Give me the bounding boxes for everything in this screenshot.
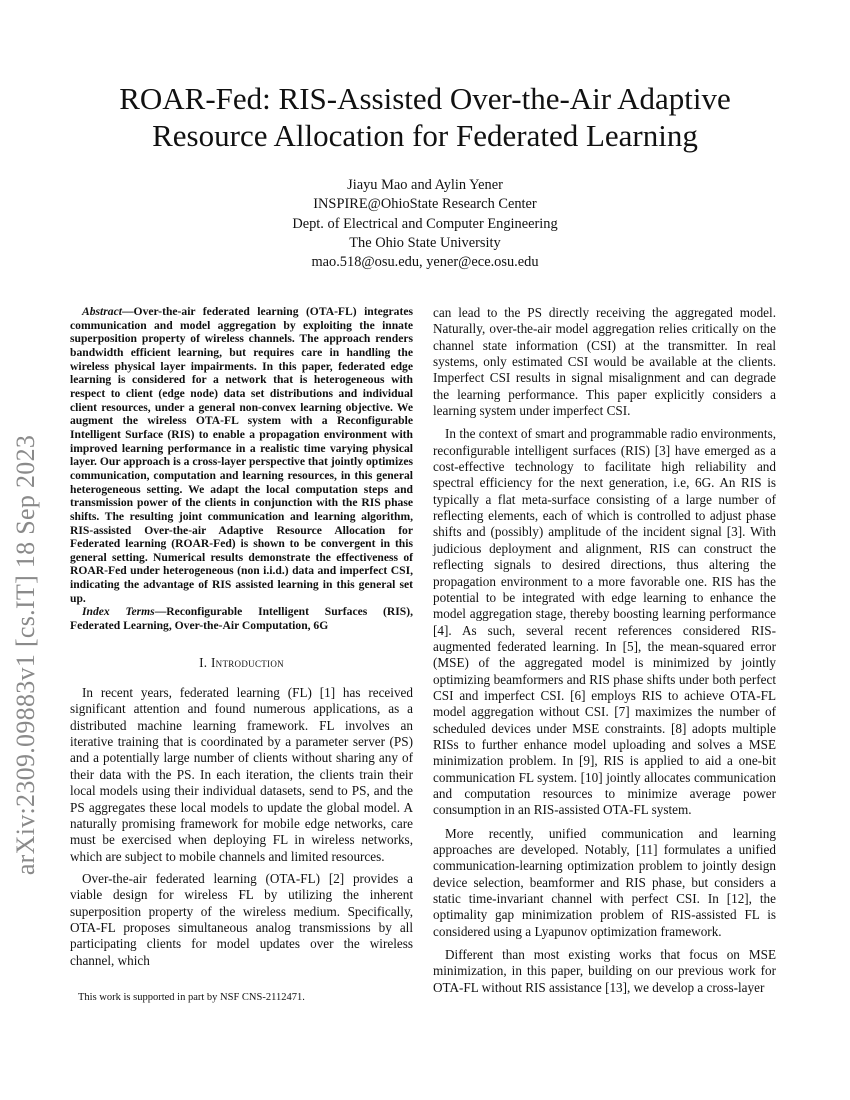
- title-line-1: ROAR-Fed: RIS-Assisted Over-the-Air Adaptive: [119, 81, 731, 116]
- author-block: [100, 176, 750, 272]
- body-paragraph: Different than most existing works that focus on MSE minimization, in this paper, building on our previous work for OTA-FL without RIS assistance [13], we develop a cross-layer: [433, 947, 776, 995]
- author-emails: mao.518@osu.edu, yener@ece.osu.edu: [311, 254, 539, 271]
- right-column: [433, 305, 776, 1003]
- body-paragraph: In the context of smart and programmable radio environments, reconfigurable intelligent surfaces (RIS) [3] have emerged as a cost-effective technology to facilitate high reliability and spectral efficiency for the next generation, i.e, 6G. An RIS is typically a flat meta-surface consisting of a large number of reflecting elements, each of which is controlled to adjust phase shifts and (possibly) amplitude of the incident signal [3]. With judicious deployment and alignment, RIS can construct the reflecting signals to desired directions, thus altering the propagation environment to a more favorable one. RIS has the potential to be integrated with edge learning to enhance the model aggregation stage, thereby boosting learning performance [4]. As such, several recent references considered RIS-augmented federated learning. In [5], the mean-squared error (MSE) of the aggregated model is minimized by jointly optimizing beamformers and RIS phase shifts under both perfect CSI and imperfect CSI. [6] employs RIS to achieve OTA-FL model aggregation without CSI. [7] maximizes the number of scheduled devices under MSE constraints. [8] adopts multiple RISs to further enhance model uploading and solves a MSE minimization problem. In [9], RIS is applied to aid a one-bit communication FL system. [10] jointly allocates communication and computation resources to minimize average power consumption in an RIS-assisted OTA-FL system.: [433, 426, 776, 818]
- paper-title: [60, 80, 790, 154]
- intro-paragraph: In recent years, federated learning (FL) [1] has received significant attention and found numerous applications, as a distributed machine learning framework. FL involves an iterative training that is coordinated by a parameter server (PS) and a potentially large number of clients without sharing any of their data with the PS. In each iteration, the clients train their local models using their individual datasets, send to PS, and the PS aggregates these local models to update the global model. A naturally promising framework for mobile edge networks, care must be exercised when deploying FL in wireless networks, which are subject to mobile channels and limited resources.: [70, 685, 413, 864]
- left-column: [70, 305, 413, 975]
- funding-footnote: This work is supported in part by NSF CNS-2112471.: [78, 992, 305, 1003]
- author-names: Jiayu Mao and Aylin Yener: [347, 177, 503, 193]
- arxiv-identifier: arXiv:2309.09883v1 [cs.IT] 18 Sep 2023: [11, 434, 40, 876]
- abstract-body: —Over-the-air federated learning (OTA-FL) integrates communication and model aggregation by exploiting the innate superposition property of wireless channels. The approach renders bandwidth efficient learning, but requires care in handling the wireless physical layer impairments. In this paper, federated edge learning is considered for a network that is heterogeneous with respect to client (edge node) data set distributions and individual client resources, under a general non-convex learning objective. We augment the wireless OTA-FL system with a Reconfigurable Intelligent Surface (RIS) to enable a propagation environment with improved learning performance in a realistic time varying physical layer. Our approach is a cross-layer perspective that jointly optimizes communication, computation and learning resources, in this general heterogeneous setting. We adapt the local computation steps and transmission power of the clients in conjunction with the RIS phase shifts. The resulting joint communication and learning algorithm, RIS-assisted Over-the-air Adaptive Resource Allocation for Federated learning (ROAR-Fed) is shown to be convergent in this general setting. Numerical results demonstrate the effectiveness of ROAR-Fed under heterogeneous (non i.i.d.) data and imperfect CSI, indicating the advantage of RIS assisted learning in this general set up.: [70, 305, 413, 605]
- intro-paragraph: Over-the-air federated learning (OTA-FL) [2] provides a viable design for wireless FL by utilizing the inherent superposition property of the wireless medium. Specifically, OTA-FL proposes simultaneous analog transmissions by all participating clients for model updates over the wireless channel, which: [70, 870, 413, 968]
- abstract-lead: Abstract: [82, 305, 122, 318]
- index-terms-lead: Index Terms: [82, 605, 155, 619]
- author-affiliation-lab: INSPIRE@OhioState Research Center: [313, 196, 537, 213]
- body-paragraph: can lead to the PS directly receiving the aggregated model. Naturally, over-the-air model aggregation relies critically on the channel state information (CSI) at the transmitter. In real systems, only estimated CSI would be available at the clients. Imperfect CSI results in signal misalignment and can degrade the learning performance. This paper explicitly considers a learning system under imperfect CSI.: [433, 305, 776, 419]
- author-affiliation-university: The Ohio State University: [349, 234, 501, 251]
- index-terms-body: —Reconfigurable Intelligent Surfaces (RIS), Federated Learning, Over-the-Air Computation, 6G: [70, 605, 413, 633]
- section-heading-introduction: I. Introduction: [199, 654, 284, 670]
- body-paragraph: More recently, unified communication and learning approaches are developed. Notably, [11] formulates a unified communication-learning optimization problem to jointly design device selection, beamformer and RIS phase, but considers a static time-invariant channel with perfect CSI. In [12], the optimality gap minimization problem of RIS-assisted FL is considered using a Lyapunov optimization framework.: [433, 825, 776, 939]
- index-terms: [70, 605, 413, 632]
- abstract: [70, 305, 413, 605]
- title-line-2: Resource Allocation for Federated Learning: [152, 118, 698, 153]
- author-affiliation-dept: Dept. of Electrical and Computer Engineering: [292, 215, 558, 232]
